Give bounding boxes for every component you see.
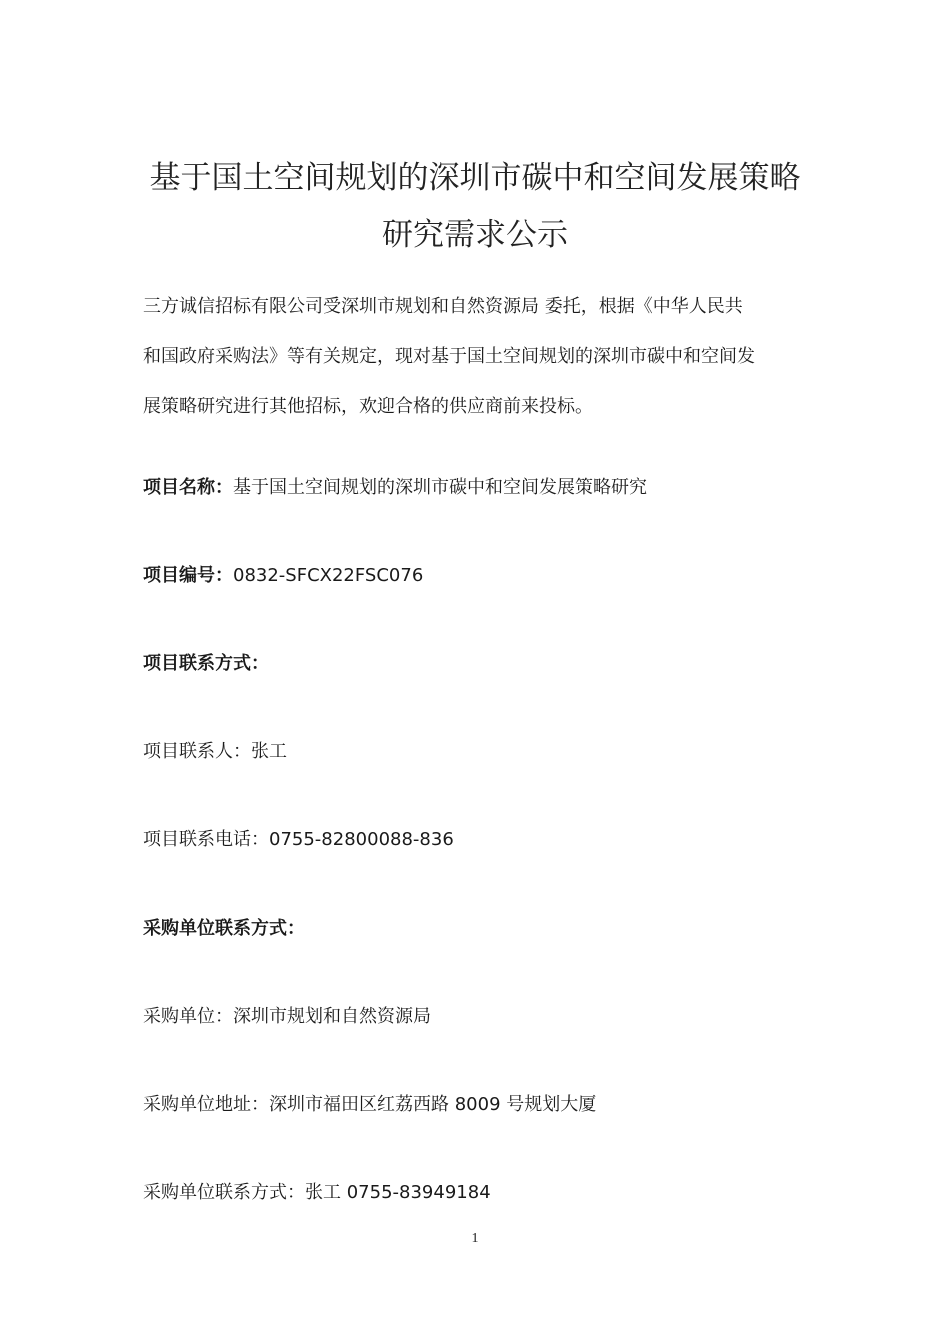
purchaser-contact: 采购单位联系方式：张工 0755-83949184 (143, 1182, 491, 1203)
project-name-value: 基于国土空间规划的深圳市碳中和空间发展策略研究 (233, 477, 647, 498)
project-contact-person: 项目联系人：张工 (143, 741, 287, 762)
project-name-row (143, 476, 647, 500)
title-line-2: 研究需求公示 (382, 217, 568, 253)
project-number-value: 0832-SFCX22FSC076 (233, 565, 424, 586)
purchaser-unit: 采购单位：深圳市规划和自然资源局 (143, 1006, 431, 1027)
purchaser-address: 采购单位地址：深圳市福田区红荔西路 8009 号规划大厦 (143, 1094, 597, 1115)
document-title (120, 150, 830, 264)
purchaser-contact-heading: 采购单位联系方式： (143, 918, 305, 939)
intro-line-2: 和国政府采购法》等有关规定，现对基于国土空间规划的深圳市碳中和空间发 (143, 346, 755, 367)
project-number-row (143, 564, 423, 588)
intro-line-3: 展策略研究进行其他招标，欢迎合格的供应商前来投标。 (143, 396, 593, 417)
project-contact-phone: 项目联系电话：0755-82800088-836 (143, 829, 454, 850)
page-number: 1 (471, 1231, 479, 1246)
project-name-label: 项目名称： (143, 477, 233, 498)
intro-line-1: 三方诚信招标有限公司受深圳市规划和自然资源局 委托，根据《中华人民共 (143, 296, 743, 317)
title-line-1: 基于国土空间规划的深圳市碳中和空间发展策略 (149, 160, 801, 196)
project-contact-heading: 项目联系方式： (143, 653, 269, 674)
project-number-label: 项目编号： (143, 565, 233, 586)
intro-paragraph (143, 282, 813, 432)
